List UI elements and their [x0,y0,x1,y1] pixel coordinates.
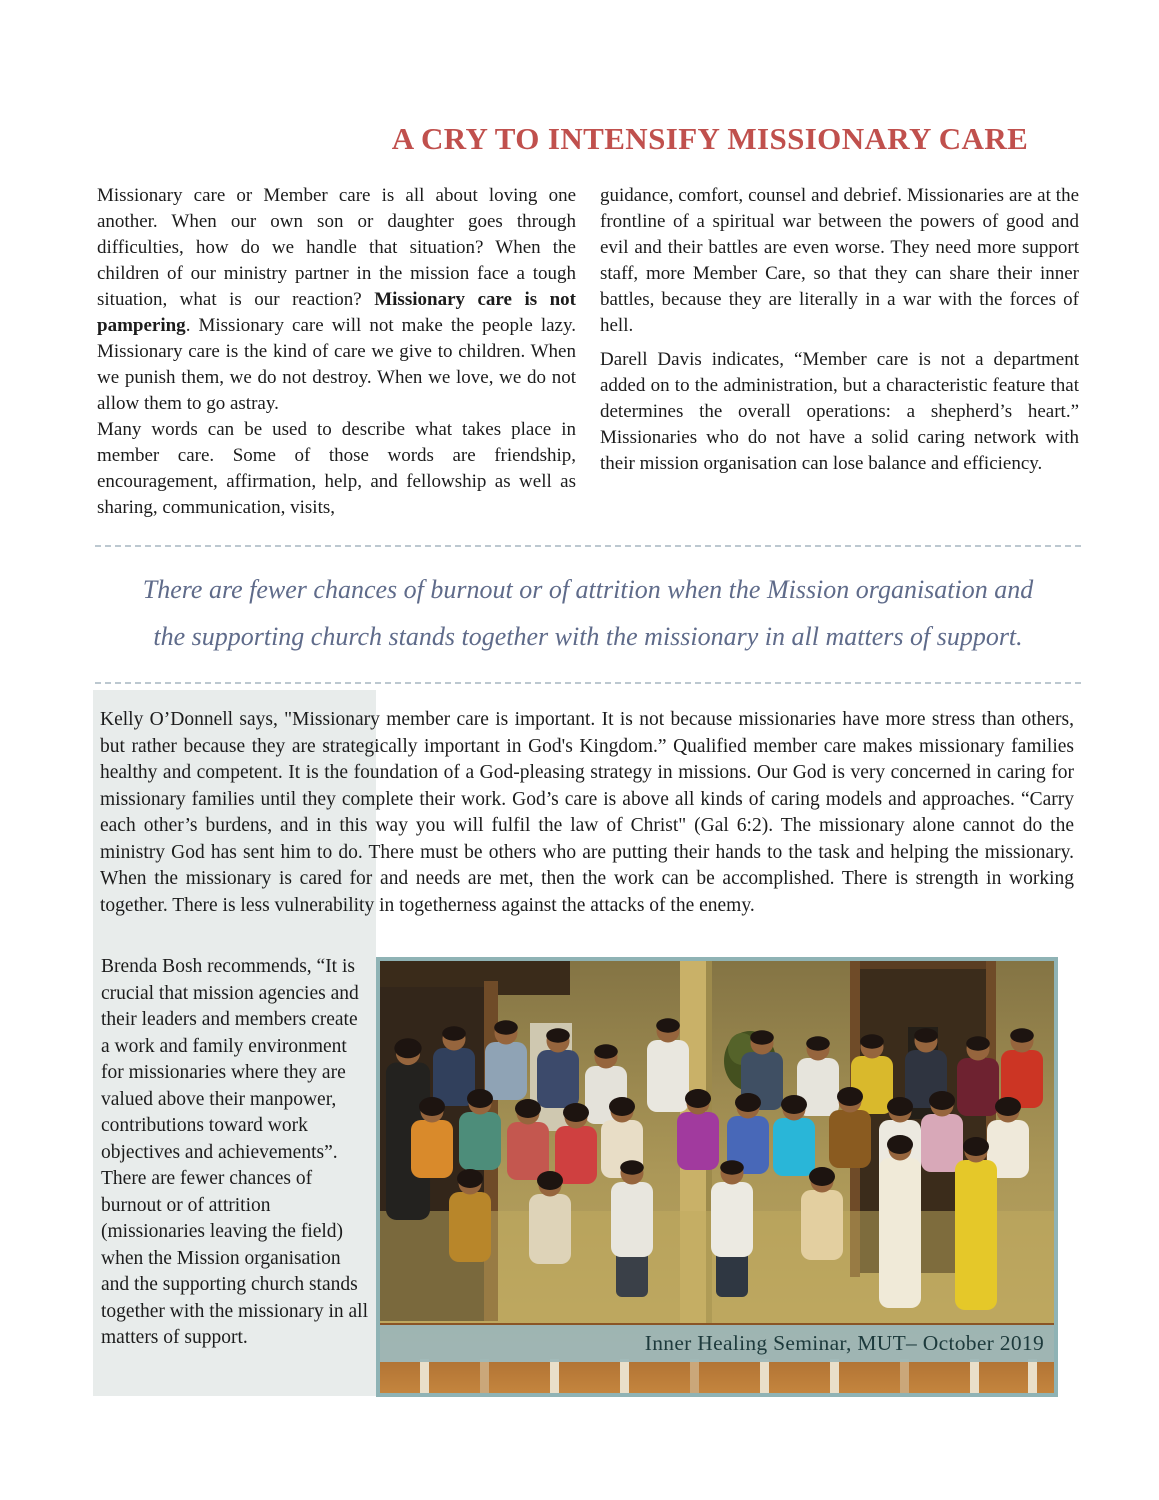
group-photo [376,957,1058,1397]
paragraph-text: . Missionary care will not make the people lazy. Missionary care is the kind of care we give to children. When we punish them, we do not destroy. When we love, we do not allow them to go astray. [97,315,576,414]
dashed-separator-top [95,545,1081,547]
paragraph-text: Missionary care or Member care is all about loving one another. When our own son or daughter goes through difficulties, how do we handle that situation? When the children of our ministry partner in the mission face a tough situation, what is our reaction? [97,185,576,310]
column-right [600,183,1079,521]
paragraph [97,183,576,417]
brenda-paragraph: Brenda Bosh recommends, “It is crucial that mission agencies and their leaders and members create a work and family environment for missionaries where they are valued above their manpower, contributions toward work objectives and achievements”. There are fewer chances of burnout or of attrition (missionaries leaving the field) when the Mission organisation and the supporting church stands together with the missionary in all matters of support. [101,956,368,1348]
paragraph: Darell Davis indicates, “Member care is not a department added on to the administration, but a characteristic feature that determines the overall operations: a shepherd’s heart.” Missionaries who do not have a solid caring network with their mission organisation can lose balance and efficiency. [600,349,1079,474]
kelly-paragraph: Kelly O’Donnell says, "Missionary member care is important. It is not because missionaries have more stress than others, but rather because they are strategically important in God's Kingdom.” Qualified member care makes missionary families healthy and competent. It is the foundation of a God-pleasing strategy in missions. Our God is very concerned in caring for missionary families until they complete their work. God’s care is above all kinds of caring models and approaches. “Carry each other’s burdens, and in this way you will fulfil the law of Christ" (Gal 6:2). The missionary alone cannot do the ministry God has sent him to do. There must be others who are putting their hands to the task and helping the missionary. When the missionary is cared for and needs are met, then the work can be accomplished. There is strength in working together. There is less vulnerability in togetherness against the attacks of the enemy. [100,709,1074,916]
article-columns [97,183,1079,521]
pull-quote-line: the supporting church stands together with the missionary in all matters of support. [153,622,1023,651]
dashed-separator-bottom [95,682,1081,684]
column-left [97,183,576,521]
bold-phrase: Missionary care is not pampering [97,289,576,336]
page-title: A CRY TO INTENSIFY MISSIONARY CARE [391,121,1029,156]
pull-quote-line: There are fewer chances of burnout or of attrition when the Mission organisation and [142,575,1034,604]
paragraph: guidance, comfort, counsel and debrief. Missionaries are at the frontline of a spiritual war between the powers of good and evil and their battles are even worse. They need more support staff, more Member Care, so that they can share their inner battles, because they are literally in a war with the forces of hell. [600,185,1079,336]
paragraph: Many words can be used to describe what takes place in member care. Some of those words are friendship, encouragement, affirmation, help, and fellowship as well as sharing, communication, visits, [97,419,576,518]
pull-quote [97,566,1079,660]
photo-caption: Inner Healing Seminar, MUT– October 2019 [380,1325,1054,1362]
